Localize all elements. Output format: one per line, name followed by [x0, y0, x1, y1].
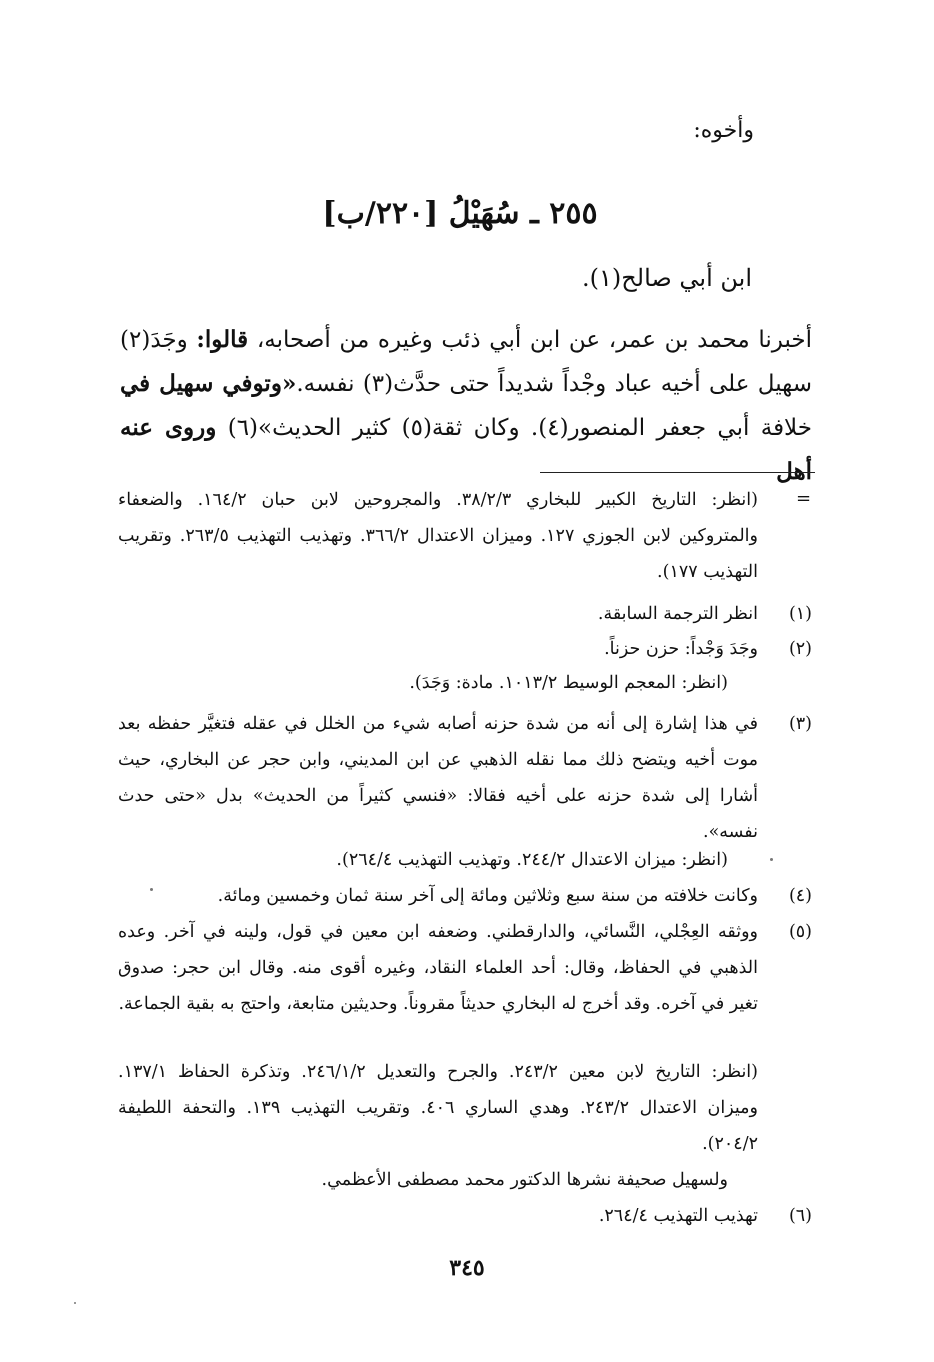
footnote-text: وكانت خلافته من سنة سبع وثلاثين ومائة إلى آخر سنة ثمان وخمسين ومائة.	[217, 886, 758, 906]
body-text-1: أخبرنا محمد بن عمر، عن ابن أبي ذئب وغيره من أصحابه،	[248, 327, 812, 353]
footnote-number: (٤)	[788, 886, 812, 906]
body-text-4: «وتوفي سهيل في	[120, 370, 297, 397]
entry-subtitle: ابن أبي صالح(١).	[582, 264, 752, 292]
footnote-text: تهذيب التهذيب ٢٦٤/٤.	[598, 1206, 758, 1226]
footnote-reference: (انظر: التاريخ لابن معين ٢٤٣/٢. والجرح والتعديل ٢٤٦/١/٢. وتذكرة الحفاظ ١٣٧/١. وميزان الاعتدال ٢٤٣/٢. وهدي الساري ٤٠٦. وتقريب التهذيب ١٣٩. والتحفة اللطيفة ٢٠٤/٢).	[118, 1062, 758, 1154]
body-text-6: وروى عنه أهل	[120, 414, 812, 485]
footnote-continuation: (انظر: التاريخ الكبير للبخاري ٣٨/٢/٣. والمجروحين لابن حبان ١٦٤/٢. والضعفاء والمتروكين لابن الجوزي ١٢٧. وميزان الاعتدال ٣٦٦/٢. وتهذيب التهذيب ٢٦٣/٥. وتقريب التهذيب ١٧٧).	[118, 490, 758, 582]
footnote-number: (٣)	[788, 714, 812, 734]
scan-speck	[74, 1302, 76, 1304]
body-text-3: وجَدَ(٢) سهيل على أخيه عباد وجْداً شديداً حتى حدَّث(٣) نفسه.	[120, 327, 813, 397]
footnote-number: (١)	[788, 604, 812, 624]
scan-speck	[150, 888, 153, 891]
scan-speck	[770, 858, 773, 861]
footnote-reference: (انظر: ميزان الاعتدال ٢٤٤/٢. وتهذيب التهذيب ٢٦٤/٤).	[336, 850, 728, 870]
continuation-marker: =	[796, 488, 812, 509]
main-paragraph	[120, 318, 812, 494]
footnote-reference: (انظر: المعجم الوسيط ١٠١٣/٢. مادة: وَجَدَ).	[409, 673, 728, 693]
footnote-number: (٥)	[788, 922, 812, 942]
body-text-5: خلافة أبي جعفر المنصور(٤). وكان ثقة(٥) كثير الحديث»(٦)	[216, 415, 812, 441]
page-number: ٣٤٥	[449, 1255, 485, 1281]
footnote-number: (٦)	[788, 1206, 812, 1226]
footnote-text: انظر الترجمة السابقة.	[597, 604, 758, 624]
footnote-note: ولسهيل صحيفة نشرها الدكتور محمد مصطفى الأعظمي.	[321, 1170, 728, 1190]
footnote-text: وجَدَ وَجْداً: حزن حزناً.	[604, 639, 758, 659]
footnote-separator	[540, 472, 815, 473]
footnote-number: (٢)	[788, 639, 812, 659]
brother-label: وأخوه:	[693, 118, 754, 143]
footnote-text: ووثقه العِجْلي، النَّسائي، والدارقطني. وضعفه ابن معين في قول، ولينه في آخر. وعده الذهبي في الحفاظ، وقال: أحد العلماء النقاد، وغيره أقوى منه. وقال ابن حجر: صدوق تغير في آخره. وقد أخرج له البخاري حديثاً مقروناً. وحديثين متابعة، واحتج به بقية الجماعة.	[118, 922, 758, 1014]
entry-title: ٢٥٥ ـ سُهَيْلُ [٢٢٠/ب]	[322, 196, 598, 231]
footnote-text: في هذا إشارة إلى أنه من شدة حزنه أصابه شيء من الخلل في عقله فتغيَّر حفظه بعد موت أخيه ويتضح ذلك مما نقله الذهبي عن ابن المديني، وابن حجر عن البخاري، حيث أشارا إلى شدة حزنه على أخيه فقالا: «فنسي كثيراً من الحديث» بدل «حتى حدث نفسه».	[118, 714, 758, 842]
body-text-2: قالوا:	[196, 326, 249, 353]
